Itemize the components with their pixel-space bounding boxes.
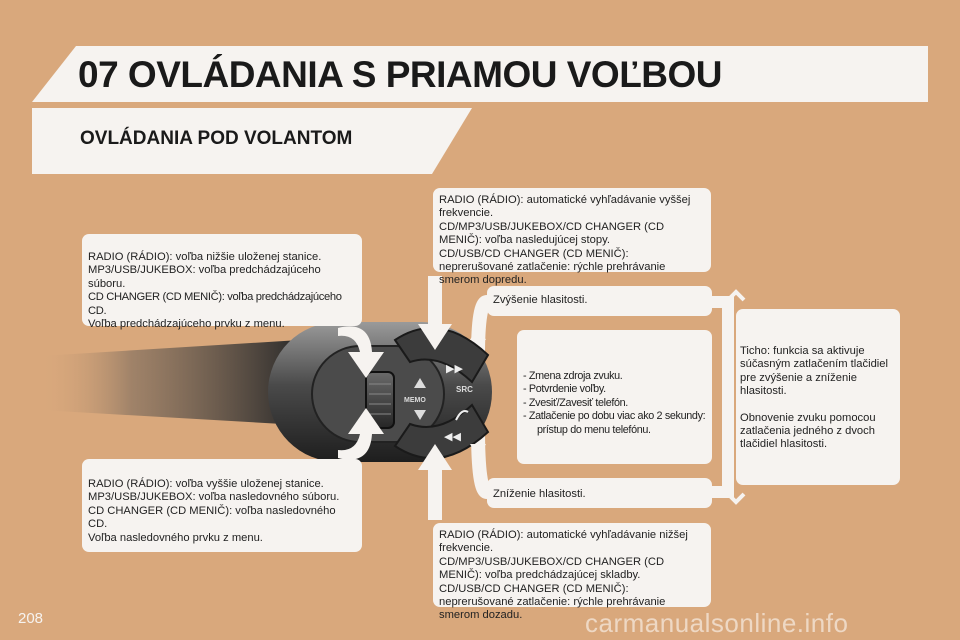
callout-text: CD/USB/CD CHANGER (CD MENIČ): neprerušované zatlačenie: rýchle prehrávanie smerom dozadu. xyxy=(439,582,666,622)
rewind-icon: ◀◀ xyxy=(444,430,461,443)
callout-text: Obnovenie zvuku pomocou zatlačenia jedného z dvoch tlačidiel hlasitosti. xyxy=(740,411,876,451)
callout-seek-down xyxy=(433,523,711,622)
callout-text: Voľba nasledovného prvku z menu. xyxy=(88,531,263,544)
list-item: - Zatlačenie po dobu viac ako 2 sekundy: prístup do menu telefónu. xyxy=(523,410,706,436)
callout-text: Ticho: funkcia sa aktivuje súčasným zatlačením tlačidiel pre zvýšenie a zníženie hlasitosti. xyxy=(740,345,888,398)
callout-text: CD/MP3/USB/JUKEBOX/CD CHANGER (CD MENIČ): voľba nasledujúcej stopy. xyxy=(439,220,665,247)
callout-text: RADIO (RÁDIO): voľba vyššie uloženej stanice. xyxy=(88,478,324,490)
memo-label: MEMO xyxy=(404,397,426,404)
mute-arrow-top-icon xyxy=(728,292,744,300)
mute-arrow-bottom-icon xyxy=(728,494,744,502)
callout-text: CD CHANGER (CD MENIČ): voľba nasledovného CD. xyxy=(88,504,336,531)
callout-scroll-up xyxy=(82,234,362,331)
callout-text: RADIO (RÁDIO): automatické vyhľadávanie nižšej frekvencie. xyxy=(439,529,688,555)
callout-text: RADIO (RÁDIO): automatické vyhľadávanie vyššej frekvencie. xyxy=(439,194,691,220)
list-item: - Zvesiť/Zavesiť telefón. xyxy=(523,396,628,409)
stalk-arm xyxy=(40,340,300,425)
callout-text: CD/MP3/USB/JUKEBOX/CD CHANGER (CD MENIČ): voľba predchádzajúcej skladby. xyxy=(439,555,665,582)
callout-mute xyxy=(736,309,900,485)
callout-source-button xyxy=(517,330,712,464)
callout-text: MP3/USB/JUKEBOX: voľba nasledovného súboru. xyxy=(88,491,340,504)
callout-seek-up xyxy=(433,188,711,287)
list-item: - Zmena zdroja zvuku. xyxy=(523,370,623,382)
callout-volume-down xyxy=(487,478,712,508)
callout-scroll-down xyxy=(82,459,362,552)
callout-text: RADIO (RÁDIO): voľba nižšie uloženej stanice. xyxy=(88,251,322,263)
watermark: carmanualsonline.info xyxy=(585,608,849,638)
callout-text: Voľba predchádzajúceho prvku z menu. xyxy=(88,318,285,331)
page-title: 07 OVLÁDANIA S PRIAMOU VOĽBOU xyxy=(78,54,723,95)
connector-mute-bracket xyxy=(712,302,728,492)
callout-text: MP3/USB/JUKEBOX: voľba predchádzajúceho súboru. xyxy=(88,264,321,290)
list-item: - Potvrdenie voľby. xyxy=(523,383,606,396)
callout-text: CD/USB/CD CHANGER (CD MENIČ): neprerušované zatlačenie: rýchle prehrávanie smerom dopredu. xyxy=(439,247,666,287)
src-label: SRC xyxy=(456,385,473,394)
section-subtitle: OVLÁDANIA POD VOLANTOM xyxy=(80,128,353,149)
callout-text: Zníženie hlasitosti. xyxy=(493,488,586,500)
callout-text: Zvýšenie hlasitosti. xyxy=(493,294,588,306)
fast-forward-icon: ▶▶ xyxy=(446,362,463,375)
page-number: 208 xyxy=(18,610,44,627)
callout-text: CD CHANGER (CD MENIČ): voľba predchádzajúceho CD. xyxy=(88,291,342,317)
callout-volume-up xyxy=(487,286,712,316)
